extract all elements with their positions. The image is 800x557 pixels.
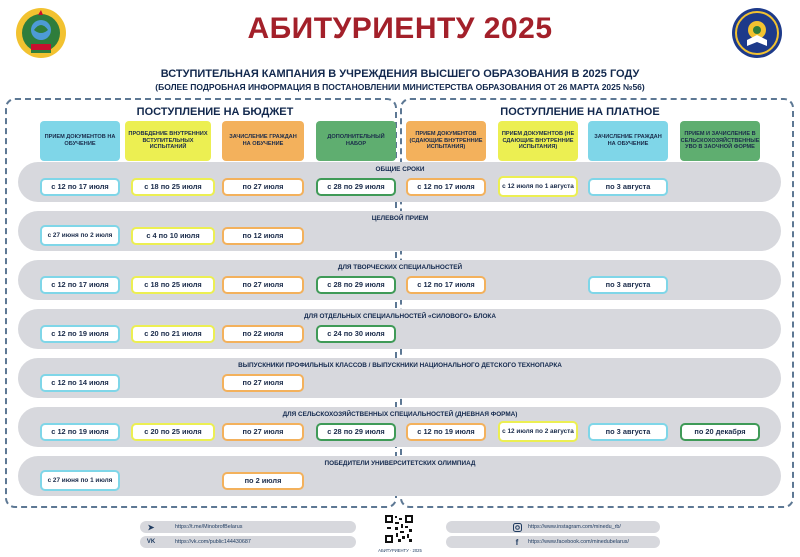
date-cell: с 12 по 17 июля: [406, 178, 486, 196]
row-title: ОБЩИЕ СРОКИ: [375, 166, 425, 173]
date-cell: с 12 по 19 июля: [40, 423, 120, 441]
row-title: ВЫПУСКНИКИ ПРОФИЛЬНЫХ КЛАССОВ / ВЫПУСКНИКИ НАЦИОНАЛЬНОГО ДЕТСКОГО ТЕХНОПАРКА: [238, 362, 562, 369]
date-cell: с 18 по 25 июля: [131, 178, 215, 196]
date-cell: с 12 июля по 1 августа: [498, 176, 578, 197]
column-header: ПРИЕМ ДОКУМЕНТОВ НА ОБУЧЕНИЕ: [40, 121, 120, 161]
column-header: ЗАЧИСЛЕНИЕ ГРАЖДАН НА ОБУЧЕНИЕ: [588, 121, 668, 161]
facebook-link[interactable]: https://www.facebook.com/minedubelarus/: [528, 539, 629, 545]
date-cell: по 3 августа: [588, 276, 668, 294]
date-cell: с 12 по 17 июля: [40, 276, 120, 294]
date-cell: с 28 по 29 июля: [316, 276, 396, 294]
date-cell: с 27 июня по 2 июля: [40, 225, 120, 246]
instagram-icon[interactable]: [512, 522, 522, 532]
date-cell: с 12 по 19 июля: [40, 325, 120, 343]
campaign-note: (БОЛЕЕ ПОДРОБНАЯ ИНФОРМАЦИЯ В ПОСТАНОВЛЕНИИ МИНИСТЕРСТВА ОБРАЗОВАНИЯ ОТ 26 МАРТА 2025 №56): [155, 82, 645, 92]
date-cell: с 12 по 19 июля: [406, 423, 486, 441]
row-title: ПОБЕДИТЕЛИ УНИВЕРСИТЕТСКИХ ОЛИМПИАД: [324, 460, 476, 467]
date-cell: по 3 августа: [588, 423, 668, 441]
date-cell: по 3 августа: [588, 178, 668, 196]
footer-telegram-pill: [140, 521, 356, 533]
column-header: ПРОВЕДЕНИЕ ВНУТРЕННИХ ВСТУПИТЕЛЬНЫХ ИСПЫТАНИЙ: [125, 121, 211, 161]
date-cell: с 20 по 21 июля: [131, 325, 215, 343]
page-title: АБИТУРИЕНТУ 2025: [247, 12, 553, 45]
qr-caption: АБИТУРИЕНТУ · 2025: [378, 548, 422, 553]
date-cell: с 20 по 25 июля: [131, 423, 215, 441]
row-title: ДЛЯ СЕЛЬСКОХОЗЯЙСТВЕННЫХ СПЕЦИАЛЬНОСТЕЙ (ДНЕВНАЯ ФОРМА): [282, 411, 518, 418]
campaign-heading: ВСТУПИТЕЛЬНАЯ КАМПАНИЯ В УЧРЕЖДЕНИЯ ВЫСШЕГО ОБРАЗОВАНИЯ В 2025 ГОДУ: [160, 68, 640, 80]
qr-code-icon: [384, 514, 414, 544]
date-cell: с 18 по 25 июля: [131, 276, 215, 294]
telegram-icon[interactable]: ➤: [147, 522, 155, 532]
date-cell: с 12 по 14 июля: [40, 374, 120, 392]
date-cell: с 12 июля по 2 августа: [498, 421, 578, 442]
column-header: ПРИЕМ И ЗАЧИСЛЕНИЕ В СЕЛЬСКОХОЗЯЙСТВЕННЫЕ УВО В ЗАОЧНОЙ ФОРМЕ: [680, 121, 760, 161]
date-cell: с 27 июня по 1 июля: [40, 470, 120, 491]
date-cell: по 27 июля: [222, 276, 304, 294]
instagram-link[interactable]: https://www.instagram.com/minedu_rb/: [528, 524, 621, 530]
vk-icon[interactable]: VK: [146, 539, 156, 545]
date-cell: с 28 по 29 июля: [316, 178, 396, 196]
date-cell: по 22 июля: [222, 325, 304, 343]
row-title: ЦЕЛЕВОЙ ПРИЕМ: [371, 215, 429, 222]
column-header: ПРИЕМ ДОКУМЕНТОВ (СДАЮЩИЕ ВНУТРЕННИЕ ИСПЫТАНИЯ): [406, 121, 486, 161]
date-cell: с 12 по 17 июля: [406, 276, 486, 294]
column-header: ЗАЧИСЛЕНИЕ ГРАЖДАН НА ОБУЧЕНИЕ: [222, 121, 304, 161]
date-cell: с 24 по 30 июля: [316, 325, 396, 343]
vk-link[interactable]: https://vk.com/public144430687: [175, 539, 251, 545]
budget-section-title: ПОСТУПЛЕНИЕ НА БЮДЖЕТ: [120, 106, 310, 118]
row-title: ДЛЯ ТВОРЧЕСКИХ СПЕЦИАЛЬНОСТЕЙ: [337, 264, 463, 271]
telegram-link[interactable]: https://t.me/MinobrofBelarus: [175, 524, 243, 530]
column-header: ПРИЕМ ДОКУМЕНТОВ (НЕ СДАЮЩИЕ ВНУТРЕННИЕ ИСПЫТАНИЯ): [498, 121, 578, 161]
paid-section-title: ПОСТУПЛЕНИЕ НА ПЛАТНОЕ: [490, 106, 670, 118]
date-cell: с 12 по 17 июля: [40, 178, 120, 196]
date-cell: по 2 июля: [222, 472, 304, 490]
column-header: ДОПОЛНИТЕЛЬНЫЙ НАБОР: [316, 121, 396, 161]
date-cell: с 28 по 29 июля: [316, 423, 396, 441]
date-cell: по 27 июля: [222, 423, 304, 441]
ministry-of-education-emblem-icon: [730, 6, 784, 60]
date-cell: по 27 июля: [222, 178, 304, 196]
date-cell: по 12 июля: [222, 227, 304, 245]
facebook-icon[interactable]: f: [515, 537, 519, 547]
date-cell: по 27 июля: [222, 374, 304, 392]
row-title: ДЛЯ ОТДЕЛЬНЫХ СПЕЦИАЛЬНОСТЕЙ «СИЛОВОГО» БЛОКА: [304, 313, 496, 320]
date-cell: по 20 декабря: [680, 423, 760, 441]
date-cell: с 4 по 10 июля: [131, 227, 215, 245]
